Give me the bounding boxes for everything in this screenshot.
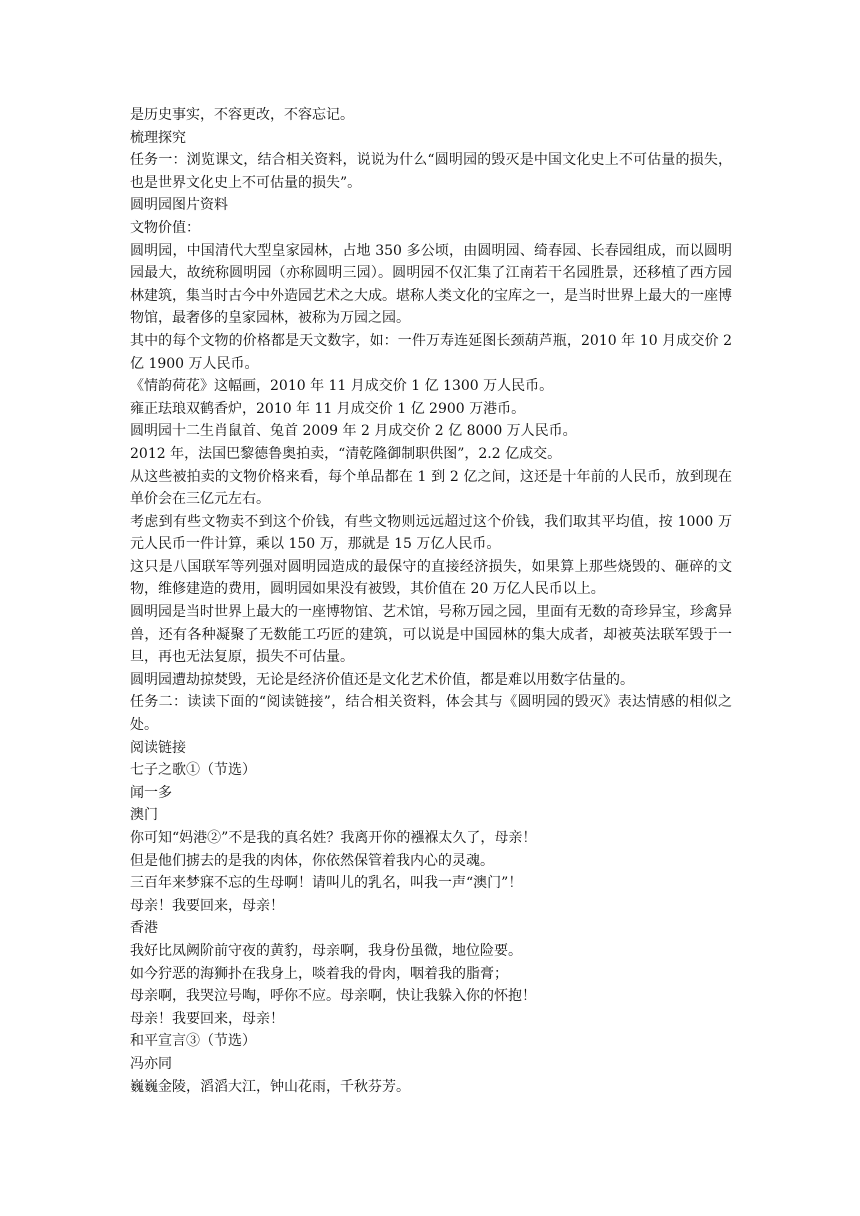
- section-heading: 阅读链接: [130, 739, 186, 756]
- paragraph: 圆明园是当时世界上最大的一座博物馆、艺术馆，号称万园之园，里面有无数的奇珍异宝，珍禽异兽，还有各种凝聚了无数能工巧匠的建筑，可以说是中国园林的集大成者，却被英法联军毁于一旦，再也无法复原，损失不可估量。: [130, 604, 732, 666]
- poem-author: 闻一多: [130, 784, 172, 801]
- text-line: 圆明园遭劫掠焚毁，无论是经济价值还是文化艺术价值，都是难以用数字估量的。: [130, 671, 634, 688]
- poem-stanza-title: 澳门: [130, 807, 158, 824]
- poem-line: 但是他们掳去的是我的肉体，你依然保管着我内心的灵魂。: [130, 852, 494, 869]
- task-one-paragraph: 任务一：浏览课文，结合相关资料，说说为什么“圆明园的毁灭是中国文化史上不可估量的损失，也是世界文化史上不可估量的损失”。: [130, 152, 732, 191]
- poem-line: 母亲啊，我哭泣号啕，呼你不应。母亲啊，快让我躲入你的怀抱！: [130, 988, 536, 1005]
- paragraph: 这只是八国联军等列强对圆明园造成的最保守的直接经济损失，如果算上那些烧毁的、砸碎的文物，维修建造的费用，圆明园如果没有被毁，其价值在 20 万亿人民币以上。: [130, 558, 732, 598]
- paragraph: 从这些被拍卖的文物价格来看，每个单品都在 1 到 2 亿之间，这还是十年前的人民币，放到现在单价会在三亿元左右。: [130, 468, 732, 508]
- poem-line: 三百年来梦寐不忘的生母啊！请叫儿的乳名，叫我一声“澳门”！: [130, 875, 523, 892]
- text-line: 《情韵荷花》这幅画，2010 年 11 月成交价 1 亿 1300 万人民币。: [130, 378, 554, 395]
- task-two-paragraph: 任务二：读读下面的“阅读链接”，结合相关资料，体会其与《圆明园的毁灭》表达情感的相似之处。: [130, 694, 732, 734]
- paragraph: 圆明园，中国清代大型皇家园林，占地 350 多公顷，由圆明园、绮春园、长春园组成，而以圆明园最大，故统称圆明园（亦称圆明三园）。圆明园不仅汇集了江南若干名园胜景，还移植了西方园林建筑，集当时古今中外造园艺术之大成。堪称人类文化的宝库之一，是当时世界上最大的一座博物馆，最奢侈的皇家园林，被称为万园之园。: [130, 242, 732, 327]
- poem-line: 母亲！我要回来，母亲！: [130, 1010, 284, 1027]
- poem-line: 巍巍金陵，滔滔大江，钟山花雨，千秋芬芳。: [130, 1078, 410, 1095]
- poem-author: 冯亦同: [130, 1055, 172, 1072]
- poem-title: 七子之歌①（节选）: [130, 762, 256, 779]
- poem-stanza-title: 香港: [130, 920, 158, 937]
- poem-line: 我好比凤阙阶前守夜的黄豹，母亲啊，我身份虽微，地位险要。: [130, 942, 522, 959]
- paragraph: 其中的每个文物的价格都是天文数字，如：一件万寿连延图长颈葫芦瓶，2010 年 10 月成交价 2 亿 1900 万人民币。: [130, 332, 732, 372]
- poem-line: 如今狞恶的海狮扑在我身上，啖着我的骨肉，咽着我的脂膏；: [130, 965, 508, 982]
- poem-line: 你可知“妈港②”不是我的真名姓？我离开你的襁褓太久了，母亲！: [130, 830, 537, 846]
- text-line: 2012 年，法国巴黎德鲁奥拍卖，“清乾隆御制职供图”，2.2 亿成交。: [130, 445, 562, 462]
- text-line: 圆明园十二生肖鼠首、兔首 2009 年 2 月成交价 2 亿 8000 万人民币。: [130, 423, 577, 440]
- section-heading: 梳理探究: [130, 129, 186, 146]
- subheading: 文物价值：: [130, 219, 200, 236]
- document-body: [130, 104, 732, 1098]
- text-line: 雍正珐琅双鹤香炉，2010 年 11 月成交价 1 亿 2900 万港币。: [130, 400, 526, 417]
- poem-line: 母亲！我要回来，母亲！: [130, 897, 284, 914]
- paragraph: 考虑到有些文物卖不到这个价钱，有些文物则远远超过这个价钱，我们取其平均值，按 1000 万元人民币一件计算，乘以 150 万，那就是 15 万亿人民币。: [130, 513, 732, 553]
- poem-title: 和平宣言③（节选）: [130, 1033, 256, 1050]
- subheading: 圆明园图片资料: [130, 197, 228, 214]
- text-line: 是历史事实，不容更改，不容忘记。: [130, 107, 354, 123]
